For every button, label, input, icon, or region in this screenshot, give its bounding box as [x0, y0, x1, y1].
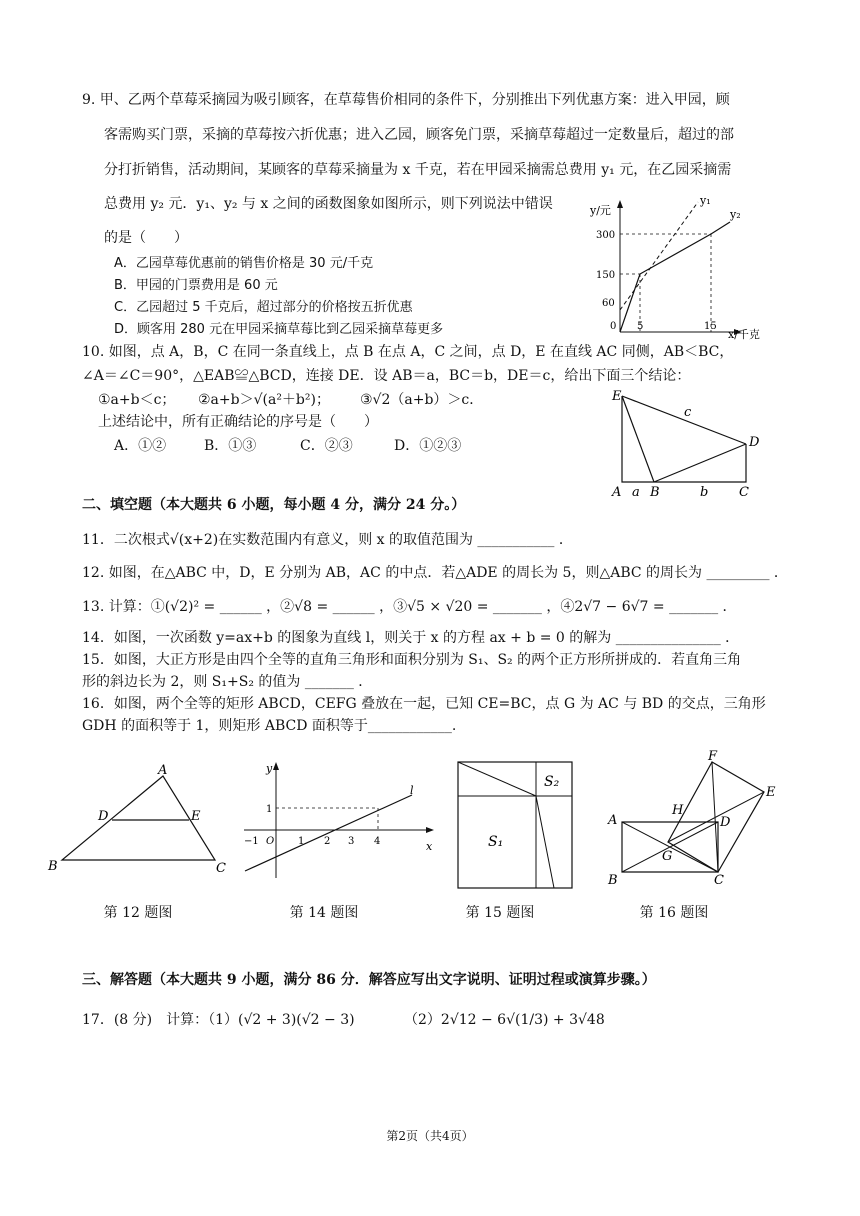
- q10-option-a: A．①②: [114, 438, 167, 454]
- fig14-tick-x2: 2: [324, 836, 331, 847]
- q9-graph-ylabel: y/元: [590, 204, 611, 217]
- q9-graph-origin: 0: [610, 321, 617, 332]
- q10-option-b: B．①③: [204, 438, 257, 454]
- fig15-label-s1: S₁: [488, 834, 504, 850]
- q9-graph-tick-150: 150: [596, 270, 616, 281]
- q10-label-d: D: [749, 435, 760, 450]
- q9-graph-y2-label: y₂: [730, 208, 741, 221]
- fig14-label-x: x: [426, 840, 433, 853]
- fig15-square: [452, 758, 582, 894]
- q10-label-c: C: [739, 485, 749, 500]
- caption-fig12: 第 12 题图: [103, 905, 173, 921]
- q10-line1: 10. 如图，点 A，B，C 在同一条直线上，点 B 在点 A，C 之间，点 D，E 在直线 AC 同侧，AB＜BC，: [82, 344, 734, 360]
- q9-option-d: D．顾客用 280 元在甲园采摘草莓比到乙园采摘草莓更多: [114, 322, 444, 337]
- q9-line2: 客需购买门票，采摘的草莓按六折优惠；进入乙园，顾客免门票，采摘草莓超过一定数量后，超过的部: [104, 127, 734, 143]
- q9-graph-tick-5: 5: [637, 321, 644, 332]
- q9-graph-xlabel: x/千克: [728, 328, 760, 341]
- q16-line1: 16．如图，两个全等的矩形 ABCD，CEFG 叠放在一起，已知 CE=BC，点 G 为 AC 与 BD 的交点，三角形: [82, 696, 766, 712]
- fig16-label-b: B: [608, 873, 618, 888]
- fig14-tick-x4: 4: [374, 836, 381, 847]
- q9-graph-y1-label: y₁: [700, 194, 711, 207]
- fig14-tick-minus1: −1: [244, 836, 259, 847]
- q17-part1: 17．(8 分) 计算：（1）(√2 + 3)(√2 − 3): [82, 1012, 355, 1028]
- q10-label-a: A: [612, 485, 622, 500]
- q10-conclusion-1: ①a+b＜c；: [98, 392, 176, 408]
- q10-conclusion-2: ②a+b＞√(a²＋b²)；: [198, 392, 330, 408]
- q9-line3: 分打折销售，活动期间，某顾客的草莓采摘量为 x 千克，若在甲园采摘需总费用 y₁ 元，在乙园采摘需: [104, 162, 732, 178]
- q9-graph-tick-15: 15: [704, 321, 717, 332]
- fig16-label-e: E: [766, 785, 776, 800]
- q17-part2: （2）2√12 − 6√(1/3) + 3√48: [404, 1012, 605, 1028]
- caption-fig14: 第 14 题图: [289, 905, 359, 921]
- fig14-label-l: l: [410, 784, 414, 797]
- fig16-label-g: G: [662, 849, 673, 864]
- q10-label-seg-a: a: [632, 485, 640, 500]
- fig12-label-b: B: [48, 859, 58, 874]
- q10-label-b: B: [650, 485, 660, 500]
- fig12-label-c: C: [216, 861, 226, 876]
- q9-graph-tick-300: 300: [596, 230, 616, 241]
- fig16-label-f: F: [708, 749, 718, 764]
- caption-fig16: 第 16 题图: [639, 905, 709, 921]
- q12: 12. 如图，在△ABC 中，D，E 分别为 AB，AC 的中点．若△ADE 的周长为 5，则△ABC 的周长为 _________ ．: [82, 565, 788, 581]
- fig15-label-s2: S₂: [544, 774, 560, 790]
- q10-label-e: E: [612, 389, 622, 404]
- section2-title: 二、填空题（本大题共 6 小题，每小题 4 分，满分 24 分。）: [82, 497, 466, 513]
- fig16-rectangles: [600, 750, 790, 890]
- q10-option-d: D．①②③: [394, 438, 462, 454]
- q15-line1: 15．如图，大正方形是由四个全等的直角三角形和面积分别为 S₁、S₂ 的两个正方形所拼成的．若直角三角: [82, 652, 742, 668]
- q9-line1: 9. 甲、乙两个草莓采摘园为吸引顾客，在草莓售价相同的条件下，分别推出下列优惠方案：进入甲园，顾: [82, 92, 730, 108]
- page-footer: 第2页（共4页）: [386, 1129, 474, 1143]
- q15-line2: 形的斜边长为 2，则 S₁+S₂ 的值为 _______ ．: [82, 674, 373, 690]
- fig16-label-c: C: [714, 873, 724, 888]
- caption-fig15: 第 15 题图: [465, 905, 535, 921]
- fig12-label-e: E: [191, 809, 201, 824]
- fig16-label-d: D: [720, 815, 731, 830]
- fig14-tick-x1: 1: [298, 836, 305, 847]
- q10-option-c: C．②③: [300, 438, 353, 454]
- fig12-label-d: D: [98, 809, 109, 824]
- q9-option-b: B．甲园的门票费用是 60 元: [114, 278, 278, 293]
- q9-option-c: C．乙园超过 5 千克后，超过部分的价格按五折优惠: [114, 300, 413, 315]
- fig16-label-a: A: [608, 813, 618, 828]
- q16-line2: GDH 的面积等于 1，则矩形 ABCD 面积等于____________.: [82, 718, 457, 734]
- q9-graph-tick-60: 60: [602, 298, 615, 309]
- fig16-label-h: H: [672, 803, 684, 818]
- q9-option-a: A．乙园草莓优惠前的销售价格是 30 元/千克: [114, 256, 374, 271]
- q13: 13. 计算：①(√2)² = ______ ，②√8 = ______ ，③√5 × √20 = _______ ，④2√7 − 6√7 = _______ ．: [82, 599, 737, 615]
- q9-line5: 的是（ ）: [104, 230, 188, 246]
- q10-line4: 上述结论中，所有正确结论的序号是（ ）: [98, 414, 378, 430]
- fig12-triangle: [40, 762, 240, 882]
- fig14-origin: O: [266, 836, 275, 847]
- fig14-label-y: y: [266, 762, 273, 775]
- q10-label-seg-b: b: [700, 485, 709, 500]
- section3-title: 三、解答题（本大题共 9 小题，满分 86 分．解答应写出文字说明、证明过程或演算步骤。）: [82, 972, 656, 988]
- fig12-label-a: A: [158, 763, 168, 778]
- q9-line4: 总费用 y₂ 元．y₁、y₂ 与 x 之间的函数图象如图所示，则下列说法中错误: [104, 196, 553, 212]
- fig14-tick-x3: 3: [348, 836, 355, 847]
- q10-conclusion-3: ③√2（a+b）＞c．: [360, 392, 484, 408]
- fig14-tick-y1: 1: [266, 804, 273, 815]
- q10-figure: [606, 386, 776, 504]
- q14: 14．如图，一次函数 y=ax+b 的图象为直线 l，则关于 x 的方程 ax + b = 0 的解为 _______________ ．: [82, 630, 740, 646]
- q10-label-seg-c: c: [684, 405, 692, 420]
- q9-function-graph: [580, 192, 760, 342]
- q10-line2: ∠A＝∠C＝90°，△EAB≌△BCD，连接 DE．设 AB＝a，BC＝b，DE＝c，给出下面三个结论：: [82, 368, 691, 384]
- q11: 11．二次根式√(x+2)在实数范围内有意义，则 x 的取值范围为 ___________ ．: [82, 532, 573, 548]
- fig14-line-graph: [240, 758, 440, 886]
